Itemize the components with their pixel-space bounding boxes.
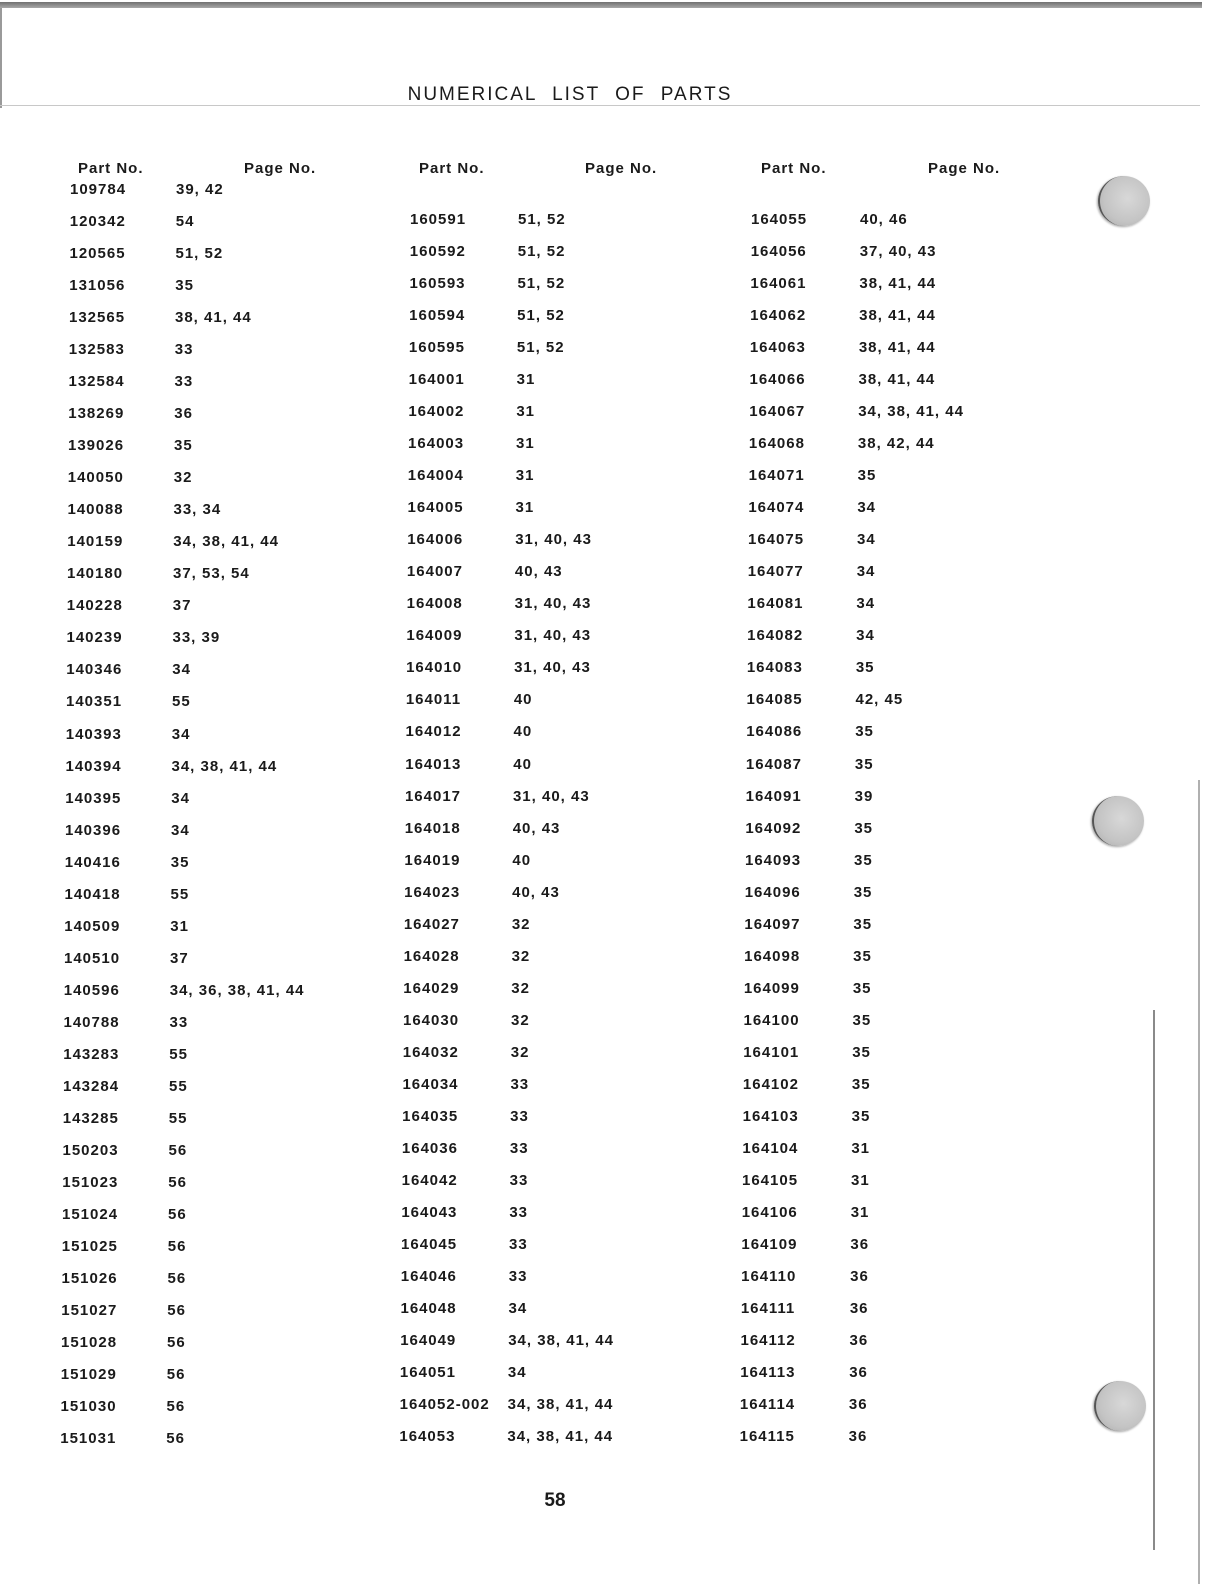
part-number: 164030 [403,1011,460,1029]
page-numbers: 35 [857,467,877,485]
page-numbers: 38, 41, 44 [859,307,936,325]
page-edge-line [1198,780,1200,1584]
part-number: 164087 [745,755,802,773]
page-numbers: 56 [166,1398,186,1416]
part-number: 151030 [60,1398,117,1416]
page-numbers: 31 [851,1171,870,1189]
page-numbers: 34 [856,563,876,581]
page-numbers: 31 [515,499,535,517]
col3-part-header: Part No. [761,160,827,177]
part-number: 164105 [742,1171,799,1189]
part-number: 140088 [67,501,124,519]
page-shadow-line [1153,1010,1155,1550]
part-number: 140351 [66,693,123,711]
part-number: 140509 [64,917,121,935]
page-numbers: 35 [854,755,874,773]
part-number: 164101 [743,1043,800,1061]
part-number: 140346 [66,661,123,679]
part-number: 160592 [409,243,466,261]
part-number: 143285 [62,1109,119,1127]
part-number: 164109 [741,1235,798,1253]
part-number: 164102 [742,1075,799,1093]
page-numbers: 35 [852,1043,871,1061]
page-numbers: 35 [170,853,190,871]
page-numbers: 40 [513,691,533,709]
part-number: 164110 [741,1267,797,1285]
page-numbers: 32 [511,915,531,933]
part-number: 140393 [65,725,122,743]
part-number: 138269 [68,405,125,423]
part-number: 120565 [69,245,126,263]
page-numbers: 31 [851,1139,870,1157]
part-number: 164099 [743,979,800,997]
part-number: 164098 [744,947,801,965]
page-numbers: 38, 42, 44 [857,435,935,453]
part-number: 164019 [404,851,461,869]
part-number: 164100 [743,1011,800,1029]
page-numbers: 33, 34 [173,501,222,519]
page-numbers: 34, 38, 41, 44 [171,757,278,775]
page-numbers: 34 [507,1364,527,1382]
part-number: 164086 [746,723,803,741]
page-numbers: 35 [855,723,874,741]
page-numbers: 56 [166,1366,186,1384]
part-number: 164114 [739,1396,796,1414]
part-number: 164049 [400,1332,457,1350]
page-numbers: 36 [848,1396,868,1414]
part-number: 164046 [400,1267,457,1285]
part-number: 164045 [401,1235,458,1253]
page-numbers: 56 [167,1334,186,1352]
page-numbers: 32 [511,1011,530,1029]
part-number: 164051 [399,1364,456,1382]
page-numbers: 34, 38, 41, 44 [173,533,279,551]
page-numbers: 40, 43 [512,819,561,837]
page-numbers: 55 [172,693,191,711]
page-numbers: 35 [853,915,873,933]
part-number: 164027 [403,915,460,933]
page-numbers: 40, 46 [860,211,908,228]
part-number: 164048 [400,1300,457,1318]
part-number: 139026 [68,437,125,455]
page-numbers: 37 [170,949,189,967]
part-number: 164113 [740,1364,796,1382]
page-numbers: 32 [511,979,530,997]
page-numbers: 31, 40, 43 [514,627,592,645]
page-numbers: 56 [167,1302,186,1320]
part-number: 164012 [405,723,462,741]
part-number: 164006 [407,531,464,549]
part-number: 164008 [406,595,463,613]
part-number: 164018 [404,819,461,837]
page-numbers: 39 [854,787,874,805]
part-number: 164053 [399,1428,456,1446]
part-number: 151026 [61,1270,118,1288]
part-number: 164056 [750,243,807,261]
page-numbers: 31, 40, 43 [514,659,591,677]
part-number: 164067 [749,403,806,421]
page-numbers: 33 [509,1203,529,1221]
part-number: 164002 [408,403,465,421]
part-number: 164081 [747,595,804,613]
part-number: 164083 [746,659,803,677]
page-numbers: 33 [508,1267,528,1285]
part-number: 164085 [746,691,803,709]
part-number: 164011 [405,691,462,709]
part-number: 143283 [63,1045,120,1063]
part-number: 160595 [408,339,465,357]
part-number: 164103 [742,1107,799,1125]
page-numbers: 37, 40, 43 [859,243,937,261]
part-number: 140394 [65,757,122,775]
page-numbers: 56 [167,1237,187,1255]
page-numbers: 31, 40, 43 [512,787,590,805]
part-number: 151031 [60,1430,117,1448]
page-numbers: 31 [516,371,536,389]
part-number: 164061 [750,275,807,293]
col1-page-header: Page No. [244,160,317,177]
page-numbers: 35 [853,883,873,901]
col2-part-header: Part No. [419,160,485,177]
page-numbers: 35 [854,819,873,837]
part-number: 164043 [401,1203,458,1221]
part-number: 164003 [408,435,465,453]
binder-hole-top [1098,176,1150,226]
part-number: 164023 [404,883,461,901]
page-numbers: 56 [168,1205,187,1223]
page-numbers: 35 [852,979,872,997]
binder-hole-middle [1092,796,1144,846]
part-number: 164042 [401,1171,458,1189]
binder-hole-bottom [1094,1381,1146,1431]
part-number: 109784 [70,181,127,198]
part-number: 140228 [66,597,123,615]
part-number: 140418 [64,885,121,903]
part-number: 164035 [402,1107,459,1125]
part-number: 151025 [61,1237,118,1255]
part-number: 164091 [745,787,802,805]
page-numbers: 33, 39 [172,629,221,647]
part-number: 164036 [401,1139,458,1157]
part-number: 140180 [67,565,124,583]
page-numbers: 40 [513,723,533,741]
part-number: 151029 [60,1366,117,1384]
page-numbers: 35 [851,1075,871,1093]
part-number: 131056 [69,277,126,295]
page-numbers: 35 [852,1011,872,1029]
page-numbers: 51, 52 [517,243,566,261]
part-number: 140050 [67,469,124,487]
part-number: 140396 [65,821,122,839]
part-number: 140596 [63,981,120,999]
part-number: 164052-002 [399,1396,490,1414]
page-numbers: 31 [170,917,189,935]
part-number: 160593 [409,275,466,293]
page-numbers: 35 [854,851,873,869]
page-numbers: 55 [169,1045,188,1063]
part-number: 164001 [408,371,465,389]
page-numbers: 32 [511,947,531,965]
col2-page-header: Page No. [585,160,658,177]
page-numbers: 33 [509,1171,529,1189]
page-numbers: 55 [168,1109,188,1127]
part-number: 150203 [62,1141,119,1159]
page-numbers: 33 [174,341,194,359]
part-number: 164068 [748,435,805,453]
part-number: 140239 [66,629,123,647]
part-number: 164005 [407,499,464,517]
page-numbers: 34 [171,725,191,743]
page-numbers: 38, 41, 44 [858,371,936,389]
part-number: 132583 [68,341,125,359]
part-number: 164066 [749,371,806,389]
page-numbers: 40 [513,755,532,773]
col3-page-header: Page No. [928,160,1001,177]
page-numbers: 55 [169,1077,188,1095]
page-numbers: 35 [855,659,875,677]
part-number: 164082 [747,627,804,645]
page-numbers: 34 [856,595,876,613]
page-numbers: 51, 52 [518,211,566,228]
page-numbers: 38, 41, 44 [858,339,936,357]
page-numbers: 55 [170,885,190,903]
page-numbers: 36 [174,405,193,423]
page-numbers: 34 [171,821,190,839]
page-numbers: 56 [168,1173,187,1191]
page-numbers: 37, 53, 54 [173,565,250,583]
page-numbers: 33 [174,373,194,391]
part-number: 160594 [409,307,466,325]
part-number: 164004 [407,467,464,485]
page-numbers: 31 [850,1203,870,1221]
page-numbers: 36 [849,1332,869,1350]
part-number: 164074 [748,499,805,517]
page-numbers: 33 [510,1107,529,1125]
page-numbers: 31 [516,435,535,453]
page-numbers: 31 [515,467,535,485]
part-number: 151024 [62,1205,119,1223]
page-numbers: 34 [856,627,875,645]
page-numbers: 36 [848,1428,868,1446]
scan-top-edge [0,2,1202,8]
page-numbers: 34 [508,1300,528,1318]
page-numbers: 56 [167,1270,187,1288]
col1-part-header: Part No. [78,160,144,177]
part-number: 132565 [69,309,126,327]
page-numbers: 39, 42 [176,181,224,198]
page-numbers: 34, 38, 41, 44 [507,1396,614,1414]
part-number: 164007 [406,563,463,581]
page-numbers: 56 [166,1430,185,1448]
page-numbers: 34 [172,661,191,679]
page-numbers: 33 [169,1013,189,1031]
page-numbers: 51, 52 [516,339,565,357]
part-number: 164010 [406,659,463,677]
part-number: 143284 [63,1077,120,1095]
page-numbers: 34 [857,531,876,549]
page-numbers: 54 [175,213,195,231]
part-number: 164111 [740,1300,796,1318]
page-numbers: 36 [849,1364,868,1382]
page-number: 58 [544,1490,566,1511]
page-numbers: 34, 38, 41, 44 [858,403,964,421]
page-numbers: 51, 52 [517,307,565,325]
part-number: 164063 [749,339,806,357]
page-numbers: 33 [510,1075,530,1093]
part-number: 160591 [410,211,467,228]
part-number: 151028 [61,1334,118,1352]
page-numbers: 36 [850,1267,869,1285]
page-numbers: 34 [857,499,876,517]
part-number: 164075 [748,531,805,549]
page-numbers: 35 [851,1107,871,1125]
page-numbers: 32 [173,469,193,487]
part-number: 140510 [64,949,121,967]
part-number: 164106 [741,1203,798,1221]
page-title: NUMERICAL LIST OF PARTS [407,84,733,105]
part-number: 164097 [744,915,801,933]
page-numbers: 34, 38, 41, 44 [508,1332,614,1350]
page-numbers: 31, 40, 43 [515,531,592,549]
part-number: 164029 [403,979,460,997]
part-number: 164032 [402,1043,459,1061]
page-numbers: 31, 40, 43 [514,595,592,613]
part-number: 164062 [750,307,807,325]
page-numbers: 34, 36, 38, 41, 44 [169,981,305,999]
page-numbers: 33 [509,1139,529,1157]
page-numbers: 32 [510,1043,530,1061]
page-numbers: 51, 52 [517,275,566,293]
page-numbers: 42, 45 [855,691,904,709]
part-number: 151027 [61,1302,118,1320]
page-numbers: 34 [171,789,190,807]
page-numbers: 34, 38, 41, 44 [507,1428,614,1446]
part-number: 164071 [748,467,805,485]
part-number: 164104 [742,1139,799,1157]
part-number: 140159 [67,533,124,551]
part-number: 164115 [739,1428,795,1446]
page-numbers: 36 [850,1235,870,1253]
page-numbers: 35 [174,437,193,455]
part-number: 140788 [63,1013,120,1031]
part-number: 164028 [403,947,460,965]
page-numbers: 40 [512,851,532,869]
page-numbers: 51, 52 [175,245,224,263]
page-numbers: 35 [853,947,872,965]
page-numbers: 37 [172,597,192,615]
part-number: 132584 [68,373,125,391]
part-number: 164077 [747,563,804,581]
page-numbers: 31 [516,403,536,421]
page-numbers: 33 [509,1235,528,1253]
part-number: 140395 [65,789,122,807]
part-number: 164055 [751,211,808,228]
part-number: 120342 [69,213,126,231]
page-numbers: 35 [175,277,194,295]
part-number: 164013 [405,755,462,773]
page-numbers: 36 [849,1300,869,1318]
part-number: 164112 [740,1332,796,1350]
part-number: 164017 [404,787,462,805]
part-number: 164093 [745,851,802,869]
part-number: 151023 [62,1173,119,1191]
page-numbers: 56 [168,1141,188,1159]
page-numbers: 40, 43 [512,883,560,901]
part-number: 140416 [64,853,121,871]
part-number: 164034 [402,1075,459,1093]
page-numbers: 40, 43 [514,563,563,581]
part-number: 164009 [406,627,463,645]
page-numbers: 38, 41, 44 [175,309,252,327]
part-number: 164092 [745,819,802,837]
page-numbers: 38, 41, 44 [859,275,937,293]
part-number: 164096 [744,883,801,901]
